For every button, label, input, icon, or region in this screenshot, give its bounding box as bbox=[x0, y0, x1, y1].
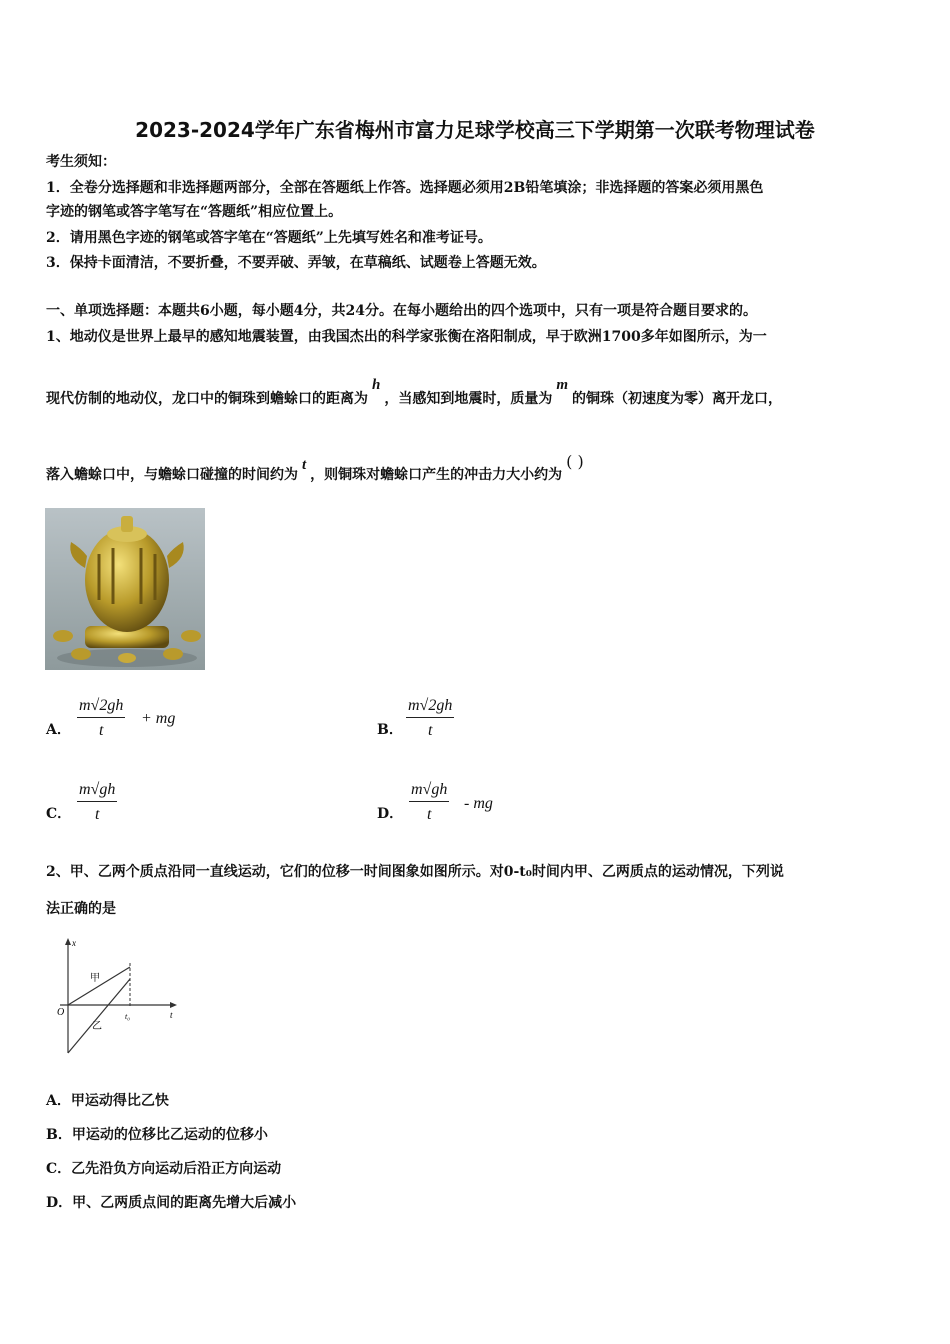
q1-option-b-denominator: t bbox=[427, 722, 433, 739]
q1-option-c-denominator: t bbox=[94, 806, 100, 823]
graph-x-axis-label: t bbox=[170, 1010, 173, 1020]
q1-option-c-numerator: m√gh bbox=[77, 781, 117, 802]
q1-option-b-fraction bbox=[406, 697, 454, 740]
q1-line-3a: 落入蟾蜍口中，与蟾蜍口碰撞的时间约为 bbox=[46, 467, 298, 483]
graph-y-axis-label: x bbox=[72, 938, 76, 948]
q2-option-a: A．甲运动得比乙快 bbox=[46, 1093, 169, 1109]
q2-line-2: 法正确的是 bbox=[46, 901, 116, 917]
q1-option-d-numerator: m√gh bbox=[409, 781, 449, 802]
notice-item-1: 1．全卷分选择题和非选择题两部分，全部在答题纸上作答。选择题必须用2B铅笔填涂；非选择题的答案必须用黑色 bbox=[46, 180, 764, 196]
section-heading: 一、单项选择题：本题共6小题，每小题4分，共24分。在每小题给出的四个选项中，只有一项是符合题目要求的。 bbox=[46, 303, 757, 319]
q2-option-d: D．甲、乙两质点间的距离先增大后减小 bbox=[46, 1195, 297, 1211]
q1-option-c-fraction bbox=[77, 781, 117, 824]
q1-line-1: 1、地动仪是世界上最早的感知地震装置，由我国杰出的科学家张衡在洛阳制成，早于欧洲1700多年如图所示，为一 bbox=[46, 329, 767, 345]
q1-option-d-label: D． bbox=[377, 806, 404, 822]
q1-answer-paren: ( ) bbox=[566, 452, 584, 471]
graph-t0-label: t₀ bbox=[125, 1012, 131, 1021]
q1-option-b-numerator: m√2gh bbox=[406, 697, 454, 718]
q2-line-1: 2、甲、乙两个质点沿同一直线运动，它们的位移一时间图象如图所示。对0-t₀时间内甲、乙两质点的运动情况，下列说 bbox=[46, 864, 784, 880]
q1-line-2 bbox=[46, 377, 783, 409]
q1-option-d-denominator: t bbox=[426, 806, 432, 823]
notice-item-3: 3．保持卡面清洁，不要折叠，不要弄破、弄皱，在草稿纸、试题卷上答题无效。 bbox=[46, 255, 546, 271]
q1-option-a-fraction bbox=[77, 697, 125, 740]
q1-option-a-denominator: t bbox=[98, 722, 104, 739]
position-time-graph bbox=[52, 935, 182, 1057]
q1-option-a-numerator: m√2gh bbox=[77, 697, 125, 718]
q1-var-h: h bbox=[372, 377, 381, 393]
q1-option-d-fraction bbox=[409, 781, 449, 824]
graph-yi-label: 乙 bbox=[92, 1021, 102, 1032]
q1-line-2a: 现代仿制的地动仪，龙口中的铜珠到蟾蜍口的距离为 bbox=[46, 391, 368, 407]
q1-line-3 bbox=[46, 452, 584, 485]
notice-heading: 考生须知： bbox=[46, 154, 116, 170]
page-title: 2023-2024学年广东省梅州市富力足球学校高三下学期第一次联考物理试卷 bbox=[135, 118, 815, 142]
q1-option-d-tail: - mg bbox=[464, 795, 493, 812]
q2-option-b: B．甲运动的位移比乙运动的位移小 bbox=[46, 1127, 268, 1143]
graph-origin-label: O bbox=[57, 1007, 65, 1018]
q1-line-2c: 的铜珠（初速度为零）离开龙口， bbox=[572, 391, 783, 407]
q1-option-a-tail: + mg bbox=[141, 710, 176, 727]
q1-line-2b: ，当感知到地震时，质量为 bbox=[384, 391, 553, 407]
q1-var-m: m bbox=[556, 377, 569, 393]
notice-item-1-cont: 字迹的钢笔或答字笔写在“答题纸”相应位置上。 bbox=[46, 204, 343, 220]
graph-jia-label: 甲 bbox=[90, 973, 100, 984]
q1-option-c-label: C． bbox=[46, 806, 72, 822]
q2-option-c: C．乙先沿负方向运动后沿正方向运动 bbox=[46, 1161, 282, 1177]
seismograph-image bbox=[45, 508, 205, 670]
notice-item-2: 2．请用黑色字迹的钢笔或答字笔在“答题纸”上先填写姓名和准考证号。 bbox=[46, 230, 492, 246]
q1-option-a-label: A． bbox=[46, 722, 71, 738]
q1-var-t: t bbox=[302, 457, 307, 473]
q1-line-3b: ，则铜珠对蟾蜍口产生的冲击力大小约为 bbox=[310, 467, 563, 483]
q1-option-b-label: B． bbox=[377, 722, 403, 738]
